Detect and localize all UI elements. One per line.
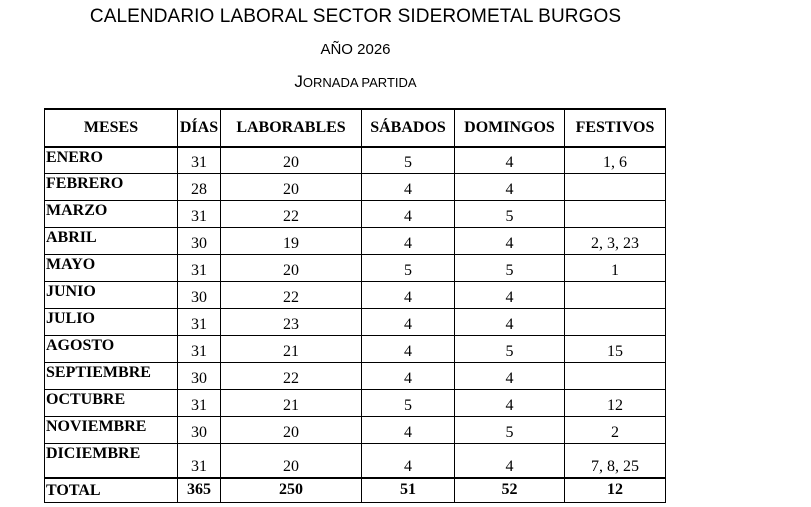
- cell-workdays: 21: [221, 390, 362, 417]
- cell-month: AGOSTO: [45, 336, 178, 363]
- cell-saturdays: 4: [362, 228, 455, 255]
- cell-holidays: [565, 201, 666, 228]
- table-row: [45, 417, 666, 444]
- cell-holidays: [565, 309, 666, 336]
- cell-sundays: 4: [455, 363, 565, 390]
- table-row: [45, 201, 666, 228]
- table-row: [45, 147, 666, 174]
- total-row: [45, 478, 666, 503]
- table-row: [45, 390, 666, 417]
- cell-sundays: 4: [455, 228, 565, 255]
- cell-month: TOTAL: [45, 478, 178, 503]
- cell-workdays: 22: [221, 201, 362, 228]
- table-row: [45, 336, 666, 363]
- cell-sundays: 4: [455, 147, 565, 174]
- cell-sundays: 52: [455, 478, 565, 503]
- header-sabados: SÁBADOS: [362, 109, 455, 147]
- cell-days: 30: [178, 282, 221, 309]
- cell-days: 31: [178, 390, 221, 417]
- cell-holidays: [565, 282, 666, 309]
- cell-holidays: [565, 174, 666, 201]
- cell-saturdays: 4: [362, 174, 455, 201]
- cell-month: SEPTIEMBRE: [45, 363, 178, 390]
- cell-holidays: 7, 8, 25: [565, 444, 666, 479]
- cell-saturdays: 4: [362, 309, 455, 336]
- document-title: CALENDARIO LABORAL SECTOR SIDEROMETAL BURGOS: [89, 6, 622, 27]
- jornada-rest: ORNADA PARTIDA: [302, 75, 417, 90]
- cell-holidays: [565, 363, 666, 390]
- cell-workdays: 22: [221, 363, 362, 390]
- calendar-table: [44, 108, 666, 503]
- header-meses: MESES: [45, 109, 178, 147]
- cell-sundays: 5: [455, 255, 565, 282]
- cell-holidays: 12: [565, 478, 666, 503]
- table-row: [45, 282, 666, 309]
- jornada-label: [0, 72, 711, 92]
- cell-days: 31: [178, 147, 221, 174]
- cell-saturdays: 4: [362, 336, 455, 363]
- year-label: AÑO 2026: [320, 41, 391, 58]
- cell-month: JULIO: [45, 309, 178, 336]
- table-body: [45, 147, 666, 503]
- cell-holidays: 12: [565, 390, 666, 417]
- cell-days: 30: [178, 417, 221, 444]
- cell-workdays: 20: [221, 417, 362, 444]
- cell-month: DICIEMBRE: [45, 444, 178, 479]
- header-laborables: LABORABLES: [221, 109, 362, 147]
- jornada-initial: J: [294, 72, 303, 91]
- cell-sundays: 4: [455, 282, 565, 309]
- cell-saturdays: 4: [362, 282, 455, 309]
- cell-sundays: 4: [455, 174, 565, 201]
- cell-holidays: 2: [565, 417, 666, 444]
- cell-saturdays: 4: [362, 201, 455, 228]
- cell-workdays: 21: [221, 336, 362, 363]
- cell-days: 31: [178, 201, 221, 228]
- cell-workdays: 20: [221, 444, 362, 479]
- cell-days: 31: [178, 336, 221, 363]
- cell-month: JUNIO: [45, 282, 178, 309]
- cell-holidays: 2, 3, 23: [565, 228, 666, 255]
- header-domingos: DOMINGOS: [455, 109, 565, 147]
- cell-sundays: 5: [455, 417, 565, 444]
- cell-workdays: 20: [221, 174, 362, 201]
- cell-days: 30: [178, 363, 221, 390]
- cell-month: NOVIEMBRE: [45, 417, 178, 444]
- header-row: [45, 109, 666, 147]
- cell-month: MAYO: [45, 255, 178, 282]
- table-row: [45, 309, 666, 336]
- cell-saturdays: 5: [362, 390, 455, 417]
- cell-holidays: 1, 6: [565, 147, 666, 174]
- cell-sundays: 5: [455, 336, 565, 363]
- table-row: [45, 444, 666, 479]
- table-row: [45, 363, 666, 390]
- header-festivos: FESTIVOS: [565, 109, 666, 147]
- cell-days: 31: [178, 444, 221, 479]
- cell-workdays: 250: [221, 478, 362, 503]
- table-row: [45, 228, 666, 255]
- cell-month: ENERO: [45, 147, 178, 174]
- cell-days: 31: [178, 255, 221, 282]
- cell-workdays: 20: [221, 147, 362, 174]
- cell-month: ABRIL: [45, 228, 178, 255]
- cell-days: 365: [178, 478, 221, 503]
- cell-month: MARZO: [45, 201, 178, 228]
- cell-saturdays: 4: [362, 444, 455, 479]
- cell-days: 28: [178, 174, 221, 201]
- cell-saturdays: 5: [362, 255, 455, 282]
- cell-days: 31: [178, 309, 221, 336]
- table-row: [45, 174, 666, 201]
- cell-month: OCTUBRE: [45, 390, 178, 417]
- cell-sundays: 4: [455, 444, 565, 479]
- cell-saturdays: 4: [362, 417, 455, 444]
- cell-workdays: 23: [221, 309, 362, 336]
- cell-holidays: 1: [565, 255, 666, 282]
- header-dias: DÍAS: [178, 109, 221, 147]
- cell-sundays: 5: [455, 201, 565, 228]
- cell-saturdays: 4: [362, 363, 455, 390]
- cell-workdays: 22: [221, 282, 362, 309]
- cell-month: FEBRERO: [45, 174, 178, 201]
- cell-sundays: 4: [455, 390, 565, 417]
- cell-workdays: 20: [221, 255, 362, 282]
- cell-workdays: 19: [221, 228, 362, 255]
- table-row: [45, 255, 666, 282]
- cell-saturdays: 5: [362, 147, 455, 174]
- cell-holidays: 15: [565, 336, 666, 363]
- cell-sundays: 4: [455, 309, 565, 336]
- cell-saturdays: 51: [362, 478, 455, 503]
- cell-days: 30: [178, 228, 221, 255]
